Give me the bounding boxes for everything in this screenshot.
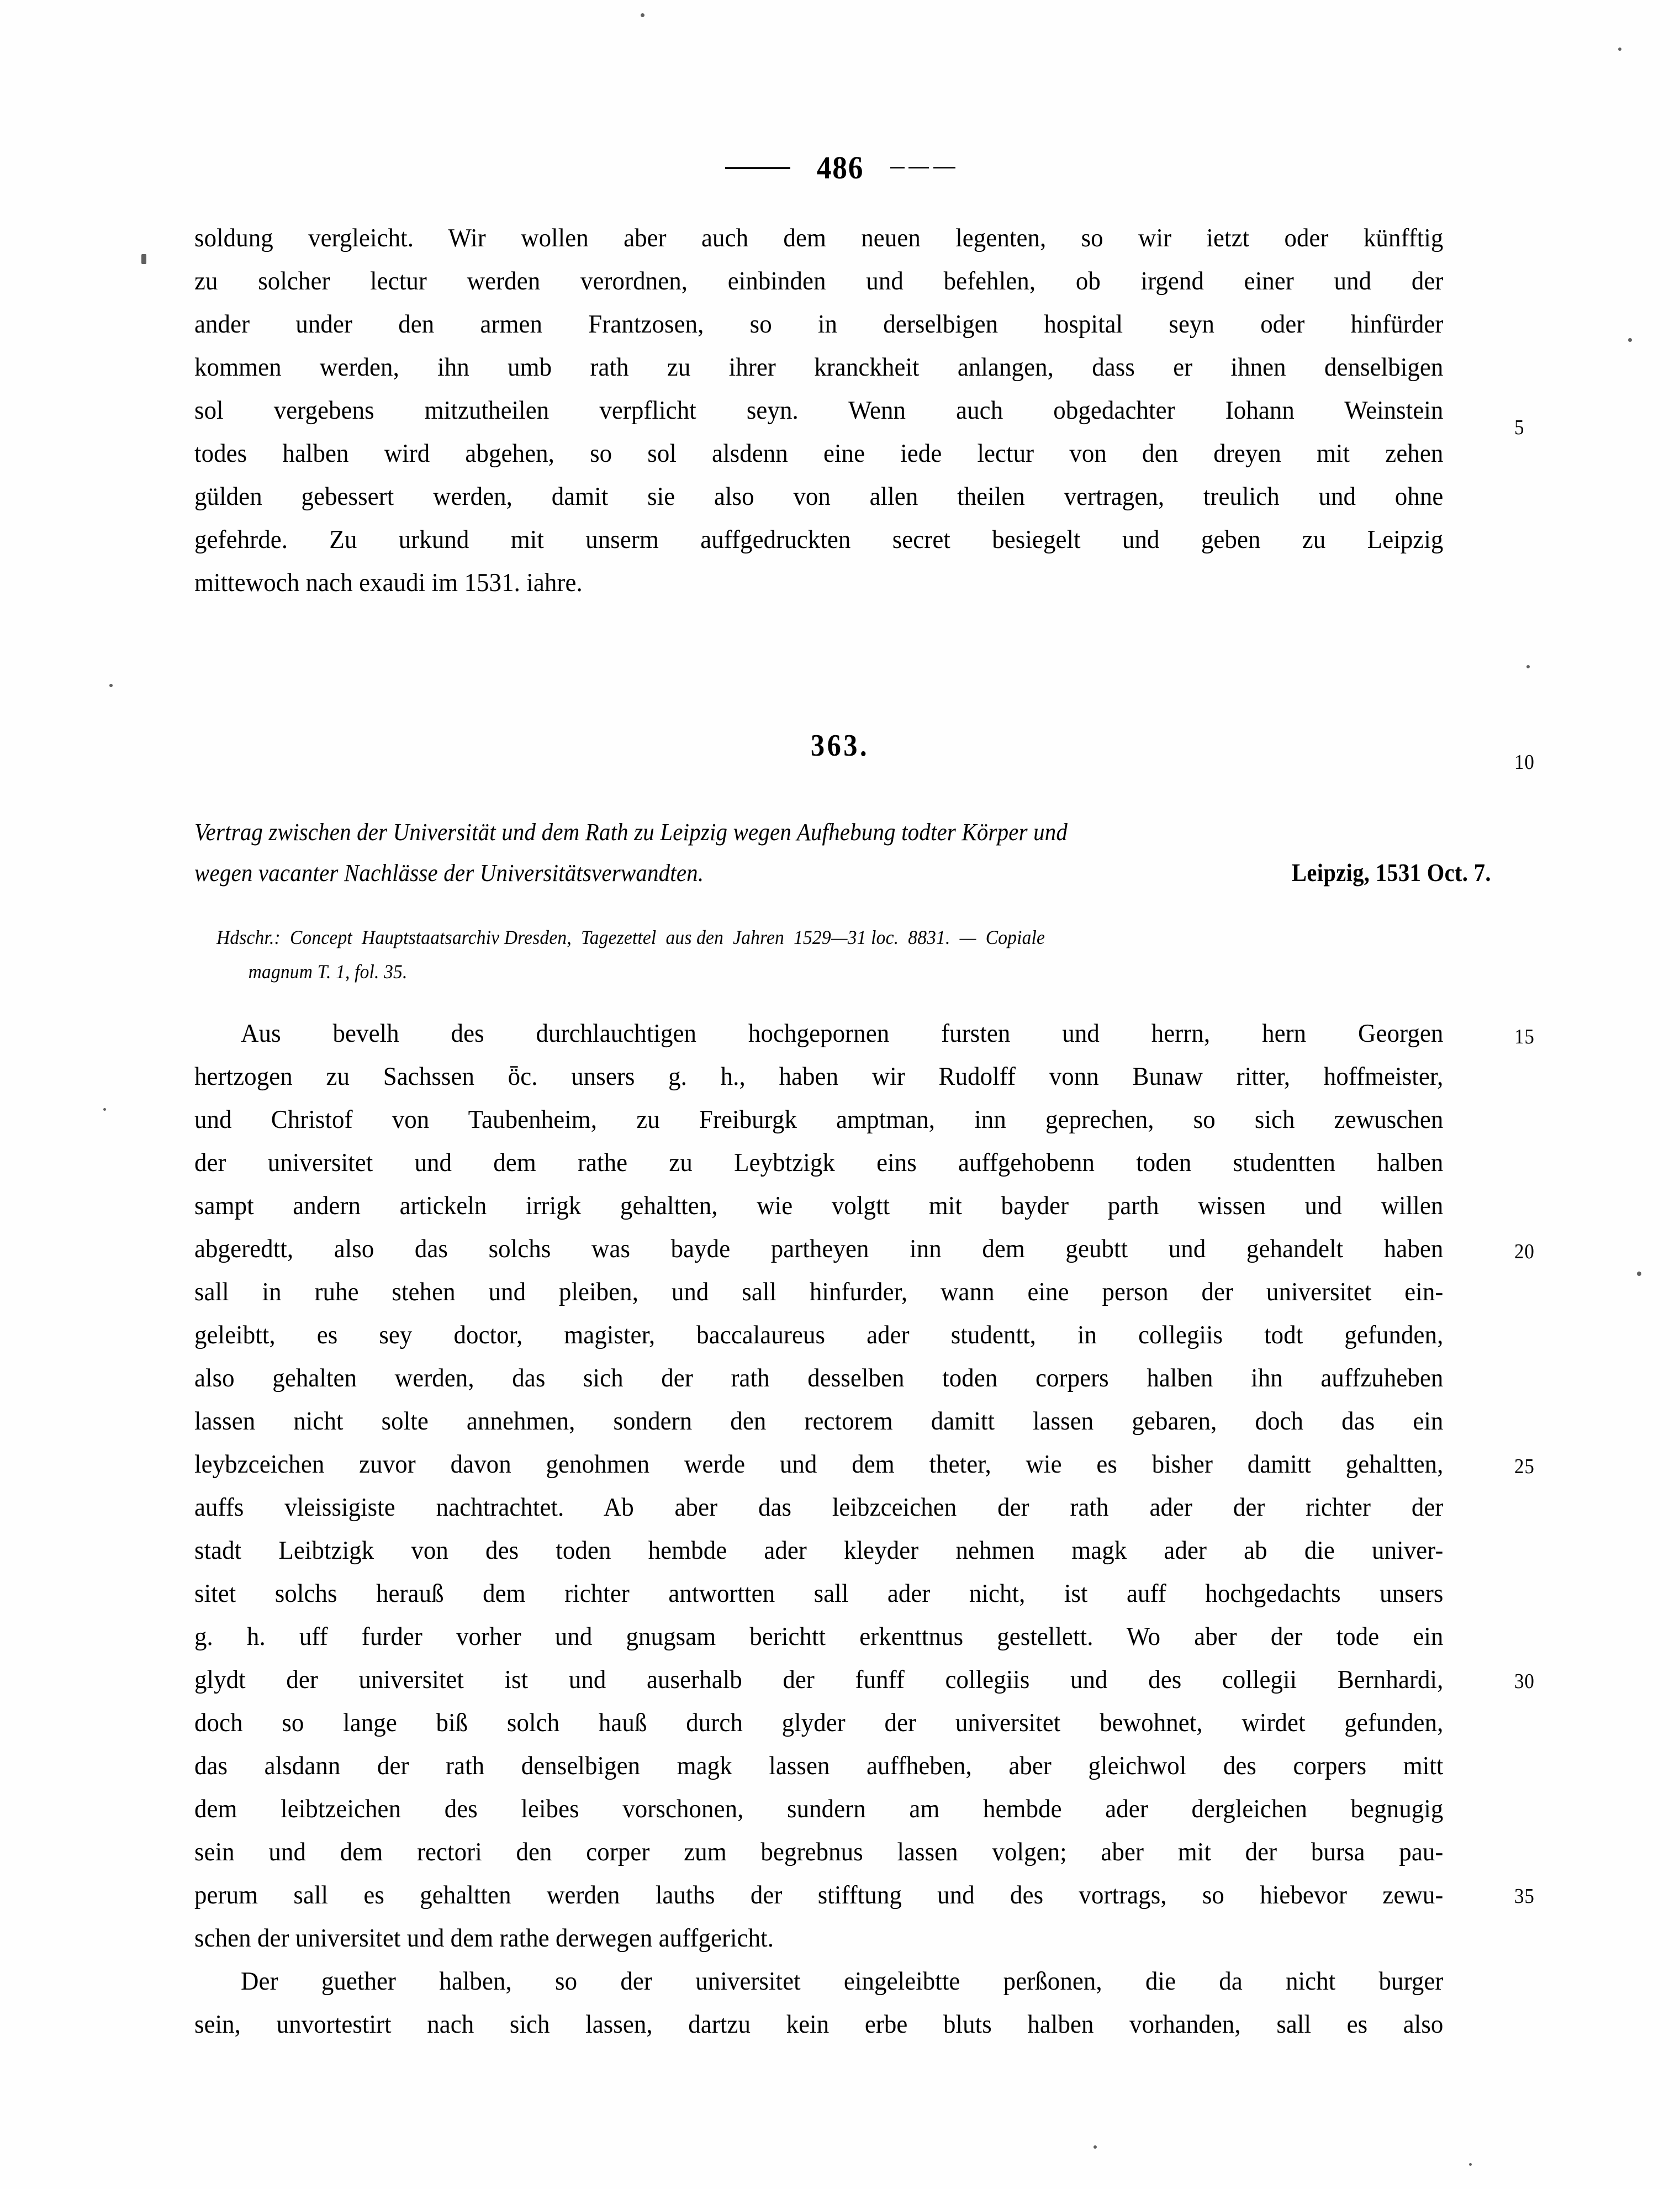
text-line: und Christof von Taubenheim, zu Freiburgk amptman, inn geprechen, so sich zewuschen bbox=[194, 1105, 1444, 1134]
previous-document-text bbox=[194, 217, 1502, 604]
scan-speck bbox=[1093, 2145, 1097, 2149]
text-line: also gehalten werden, das sich der rath desselben toden corpers halben ihn auffzuheben bbox=[194, 1364, 1444, 1392]
scan-speck bbox=[1469, 2163, 1472, 2166]
text-line: sall in ruhe stehen und pleiben, und sall hinfurder, wann eine person der universitet ein- bbox=[194, 1278, 1444, 1306]
document-number: 363. bbox=[810, 729, 870, 763]
text-line: der universitet und dem rathe zu Leybtzigk eins auffgehobenn toden studentten halben bbox=[194, 1148, 1444, 1177]
line-number-marker: 15 bbox=[1514, 1025, 1535, 1048]
text-line: sein, unvortestirt nach sich lassen, dartzu kein erbe bluts halben vorhanden, sall es also bbox=[194, 2010, 1444, 2039]
running-head bbox=[0, 149, 1680, 186]
text-line: auffs vleissigiste nachtrachtet. Ab aber das leibzceichen der rath ader der richter der bbox=[194, 1493, 1444, 1522]
scan-speck bbox=[1618, 48, 1621, 51]
document-title-line-1: Vertrag zwischen der Universität und dem Rath zu Leipzig wegen Aufhebung todter Körper und bbox=[194, 819, 1068, 846]
text-line: kommen werden, ihn umb rath zu ihrer kranckheit anlangen, dass er ihnen denselbigen bbox=[194, 353, 1444, 382]
text-line: hertzogen zu Sachssen ȫc. unsers g. h., haben wir Rudolff vonn Bunaw ritter, hoffmeister, bbox=[194, 1062, 1444, 1091]
text-line: schen der universitet und dem rathe derwegen auffgericht. bbox=[194, 1924, 774, 1953]
line-number-marker: 30 bbox=[1514, 1670, 1535, 1693]
line-number-marker: 5 bbox=[1514, 416, 1525, 439]
text-line: sein und dem rectori den corper zum begrebnus lassen volgen; aber mit der bursa pau- bbox=[194, 1838, 1444, 1866]
text-line: soldung vergleicht. Wir wollen aber auch dem neuen legenten, so wir ietzt oder künfftig bbox=[194, 224, 1444, 252]
text-line: lassen nicht solte annehmen, sondern den rectorem damitt lassen gebaren, doch das ein bbox=[194, 1407, 1444, 1436]
document-title-block bbox=[194, 812, 1502, 894]
header-rule-right bbox=[890, 167, 955, 168]
text-line: g. h. uff furder vorher und gnugsam berichtt erkenttnus gestellett. Wo aber der tode ein bbox=[194, 1622, 1444, 1651]
header-rule-left bbox=[725, 167, 790, 169]
scan-speck bbox=[109, 684, 113, 687]
text-line: stadt Leibtzigk von des toden hembde ader kleyder nehmen magk ader ab die univer- bbox=[194, 1536, 1444, 1565]
text-line: gülden gebessert werden, damit sie also von allen theilen vertragen, treulich und ohne bbox=[194, 482, 1444, 511]
document-dateline: Leipzig, 1531 Oct. 7. bbox=[1292, 859, 1491, 887]
text-line: mittewoch nach exaudi im 1531. iahre. bbox=[194, 568, 583, 597]
text-line: das alsdann der rath denselbigen magk lassen auffheben, aber gleichwol des corpers mitt bbox=[194, 1752, 1444, 1780]
line-number-marker: 25 bbox=[1514, 1455, 1535, 1478]
scan-speck bbox=[103, 1108, 106, 1111]
document-title-dateline-row bbox=[194, 853, 1502, 894]
scan-speck bbox=[141, 254, 146, 264]
source-note bbox=[216, 920, 1503, 989]
document-body-text bbox=[194, 1012, 1502, 2046]
scan-speck bbox=[641, 13, 644, 17]
scan-speck bbox=[1526, 665, 1530, 668]
source-note-line: magnum T. 1, fol. 35. bbox=[248, 961, 408, 983]
text-line: dem leibtzeichen des leibes vorschonen, sundern am hembde ader dergleichen begnugig bbox=[194, 1795, 1444, 1823]
line-number-marker: 10 bbox=[1514, 751, 1535, 774]
text-line: leybzceichen zuvor davon genohmen werde und dem theter, wie es bisher damitt gehaltten, bbox=[194, 1450, 1444, 1479]
page-number: 486 bbox=[816, 150, 864, 186]
text-line: todes halben wird abgehen, so sol alsdenn eine iede lectur von den dreyen mit zehen bbox=[194, 439, 1444, 468]
scan-speck bbox=[1637, 1272, 1641, 1276]
text-line: gefehrde. Zu urkund mit unserm auffgedruckten secret besiegelt und geben zu Leipzig bbox=[194, 525, 1444, 554]
line-number-marker: 35 bbox=[1514, 1885, 1535, 1908]
text-line: geleibtt, es sey doctor, magister, baccalaureus ader studentt, in collegiis todt gefunden, bbox=[194, 1321, 1444, 1349]
text-line: zu solcher lectur werden verordnen, einbinden und befehlen, ob irgend einer und der bbox=[194, 267, 1444, 296]
scan-speck bbox=[1628, 338, 1632, 342]
text-line: perum sall es gehaltten werden lauths der stifftung und des vortrags, so hiebevor zewu- bbox=[194, 1881, 1444, 1910]
document-title-line-2: wegen vacanter Nachlässe der Universitätsverwandten. bbox=[194, 859, 704, 887]
text-line: sitet solchs herauß dem richter antwortten sall ader nicht, ist auff hochgedachts unsers bbox=[194, 1579, 1444, 1608]
text-line: sol vergebens mitzutheilen verpflicht seyn. Wenn auch obgedachter Iohann Weinstein bbox=[194, 396, 1444, 425]
text-line: glydt der universitet ist und auserhalb der funff collegiis und des collegii Bernhardi, bbox=[194, 1665, 1444, 1694]
text-line: abgeredtt, also das solchs was bayde partheyen inn dem geubtt und gehandelt haben bbox=[194, 1235, 1444, 1263]
text-line: doch so lange biß solch hauß durch glyder der universitet bewohnet, wirdet gefunden, bbox=[194, 1708, 1444, 1737]
text-line: Der guether halben, so der universitet eingeleibtte perßonen, die da nicht burger bbox=[241, 1967, 1444, 1996]
text-line: sampt andern artickeln irrigk gehaltten, wie volgtt mit bayder parth wissen und willen bbox=[194, 1191, 1444, 1220]
source-note-line: Hdschr.: Concept Hauptstaatsarchiv Dresden, Tagezettel aus den Jahren 1529—31 loc. 8831. — Copiale bbox=[216, 926, 1045, 948]
text-line: ander under den armen Frantzosen, so in derselbigen hospital seyn oder hinfürder bbox=[194, 310, 1444, 339]
text-line: Aus bevelh des durchlauchtigen hochgepornen fursten und herrn, hern Georgen bbox=[241, 1019, 1444, 1048]
line-number-marker: 20 bbox=[1514, 1240, 1535, 1263]
